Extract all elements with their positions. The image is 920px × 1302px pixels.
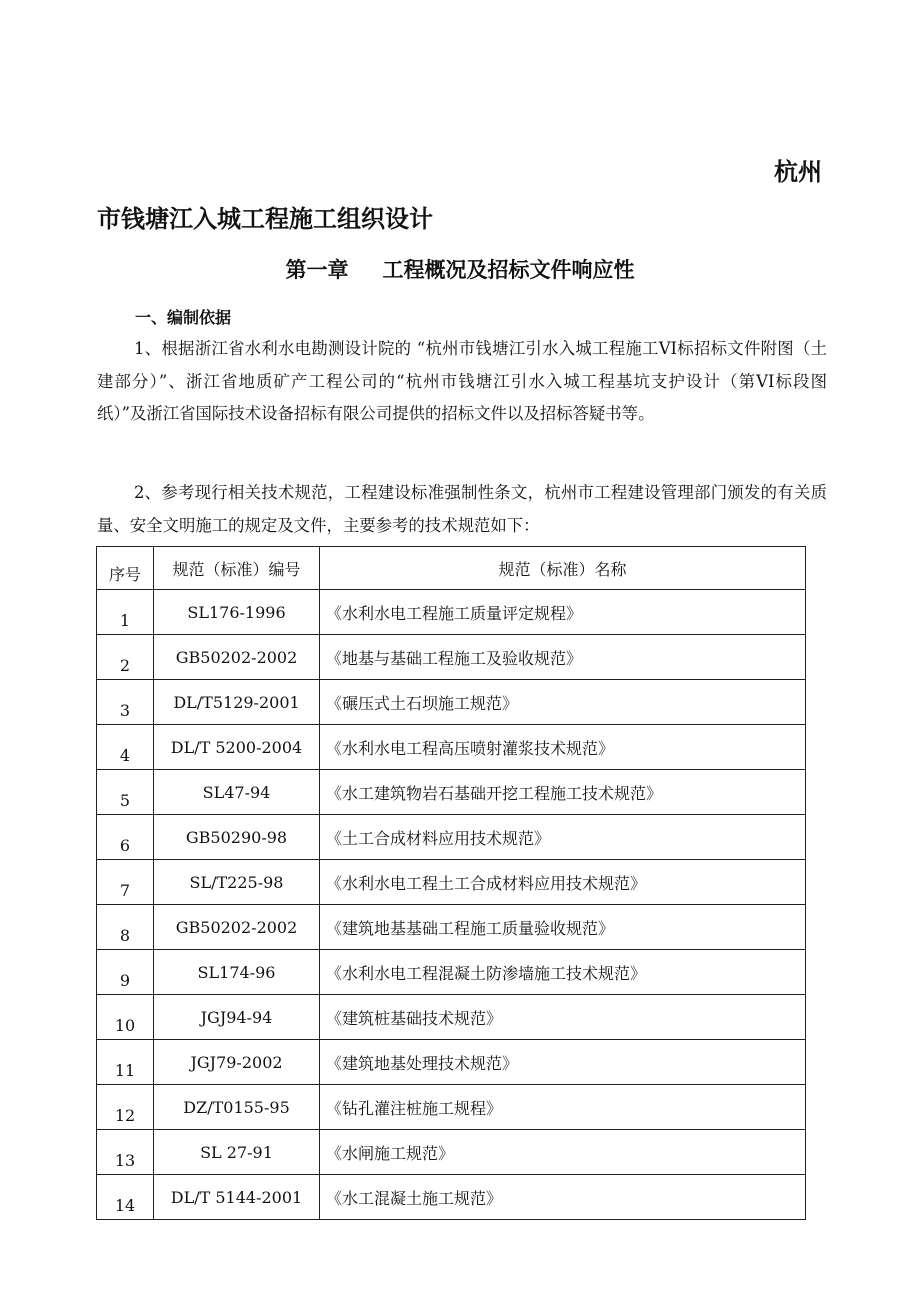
row-standard-name: 《水闸施工规范》 [320,1130,806,1175]
row-serial-no: 4 [97,725,154,770]
table-row [97,725,806,770]
row-standard-code: DZ/T0155-95 [154,1085,320,1130]
row-serial-no: 10 [97,995,154,1040]
paragraph-basis-1: 1、根据浙江省水利水电勘测设计院的 “杭州市钱塘江引水入城工程施工VI标招标文件附图（土建部分）”、浙江省地质矿产工程公司的“杭州市钱塘江引水入城工程基坑支护设计（第VI标段图纸）”及浙江省国际技术设备招标有限公司提供的招标文件以及招标答疑书等。 [97,339,827,423]
row-standard-code: DL/T5129-2001 [154,680,320,725]
document-title-part1: 杭州 [774,158,822,186]
row-standard-name: 《钻孔灌注桩施工规程》 [320,1085,806,1130]
row-serial-no: 5 [97,770,154,815]
table-row [97,1175,806,1220]
row-serial-no: 8 [97,905,154,950]
row-standard-code: SL/T225-98 [154,860,320,905]
standards-table [96,546,806,1220]
chapter-number: 第一章 [285,258,349,282]
table-row [97,995,806,1040]
row-standard-code: GB50202-2002 [154,905,320,950]
table-row [97,1130,806,1175]
row-standard-name: 《水利水电工程高压喷射灌浆技术规范》 [320,725,806,770]
row-standard-code: SL174-96 [154,950,320,995]
row-standard-code: GB50202-2002 [154,635,320,680]
table-row [97,950,806,995]
row-standard-name: 《水工混凝土施工规范》 [320,1175,806,1220]
row-standard-name: 《水利水电工程土工合成材料应用技术规范》 [320,860,806,905]
table-row [97,815,806,860]
row-standard-code: GB50290-98 [154,815,320,860]
chapter-heading [0,254,920,284]
row-serial-no: 11 [97,1040,154,1085]
header-standard-name: 规范（标准）名称 [320,547,806,590]
row-serial-no: 12 [97,1085,154,1130]
row-standard-code: DL/T 5144-2001 [154,1175,320,1220]
table-row [97,590,806,635]
row-serial-no: 14 [97,1175,154,1220]
row-serial-no: 9 [97,950,154,995]
paragraph-basis-2: 2、参考现行相关技术规范，工程建设标准强制性条文，杭州市工程建设管理部门颁发的有关质量、安全文明施工的规定及文件，主要参考的技术规范如下： [97,483,827,535]
section-heading: 一、编制依据 [135,308,232,327]
row-serial-no: 3 [97,680,154,725]
row-standard-code: SL47-94 [154,770,320,815]
table-row [97,1085,806,1130]
chapter-title: 工程概况及招标文件响应性 [382,258,635,282]
row-standard-name: 《建筑地基基础工程施工质量验收规范》 [320,905,806,950]
header-serial-no: 序号 [97,547,154,590]
row-standard-name: 《地基与基础工程施工及验收规范》 [320,635,806,680]
row-standard-name: 《建筑桩基础技术规范》 [320,995,806,1040]
header-standard-code: 规范（标准）编号 [154,547,320,590]
row-standard-name: 《水工建筑物岩石基础开挖工程施工技术规范》 [320,770,806,815]
row-standard-name: 《建筑地基处理技术规范》 [320,1040,806,1085]
table-row [97,905,806,950]
table-row [97,680,806,725]
row-standard-name: 《碾压式土石坝施工规范》 [320,680,806,725]
row-standard-code: SL 27-91 [154,1130,320,1175]
table-row [97,860,806,905]
row-standard-code: DL/T 5200-2004 [154,725,320,770]
row-standard-code: JGJ79-2002 [154,1040,320,1085]
row-serial-no: 1 [97,590,154,635]
table-row [97,770,806,815]
row-standard-code: SL176-1996 [154,590,320,635]
table-row [97,635,806,680]
row-serial-no: 6 [97,815,154,860]
row-standard-name: 《土工合成材料应用技术规范》 [320,815,806,860]
table-row [97,1040,806,1085]
document-title-part2: 市钱塘江入城工程施工组织设计 [97,205,433,233]
row-standard-name: 《水利水电工程施工质量评定规程》 [320,590,806,635]
row-serial-no: 7 [97,860,154,905]
row-serial-no: 2 [97,635,154,680]
row-standard-code: JGJ94-94 [154,995,320,1040]
table-header-row [97,547,806,590]
row-standard-name: 《水利水电工程混凝土防渗墙施工技术规范》 [320,950,806,995]
row-serial-no: 13 [97,1130,154,1175]
